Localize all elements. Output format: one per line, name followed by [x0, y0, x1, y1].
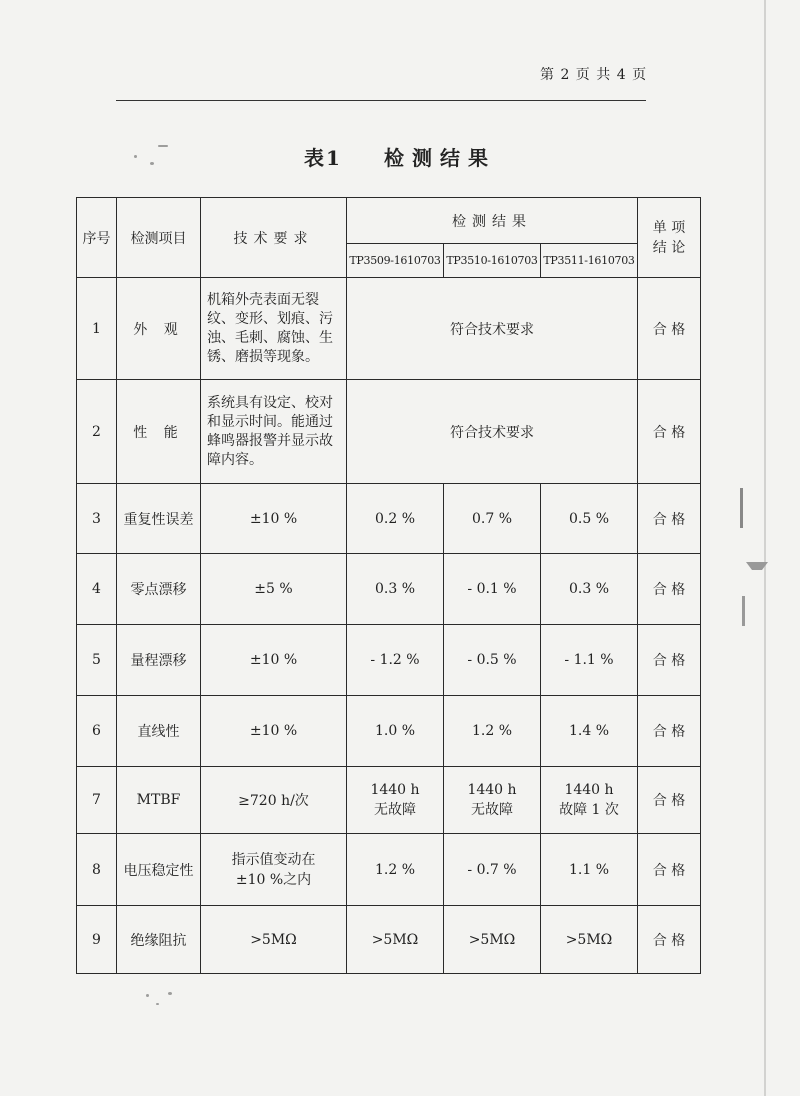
header-requirement: 技术要求 — [201, 198, 347, 278]
table-name: 检测结果 — [383, 146, 496, 170]
row-item: MTBF — [117, 767, 201, 834]
row-requirement: ≥720 h/次 — [201, 767, 347, 834]
row-merged-result: 符合技术要求 — [347, 380, 638, 484]
row-index: 9 — [77, 906, 117, 974]
row-conclusion: 合 格 — [638, 696, 701, 767]
row-conclusion: 合 格 — [638, 625, 701, 696]
row-conclusion: 合 格 — [638, 484, 701, 554]
table-row — [77, 484, 701, 554]
device-header: TP3509-1610703 — [347, 244, 444, 278]
scan-speck — [158, 145, 168, 147]
row-index: 4 — [77, 554, 117, 625]
result-line: 无故障 — [471, 802, 513, 818]
row-result — [541, 767, 638, 834]
row-conclusion: 合 格 — [638, 380, 701, 484]
row-item: 量程漂移 — [117, 625, 201, 696]
result-line: 1440 h — [564, 782, 614, 798]
requirement-line: 指示值变动在 — [231, 851, 316, 868]
row-result: - 0.7 % — [444, 834, 541, 906]
row-result: - 1.2 % — [347, 625, 444, 696]
row-requirement: 系统具有设定、校对和显示时间。能通过蜂鸣器报警并显示故障内容。 — [201, 380, 347, 484]
scan-speck — [168, 992, 172, 995]
row-item: 重复性误差 — [117, 484, 201, 554]
row-item: 性 能 — [117, 380, 201, 484]
row-result: 0.7 % — [444, 484, 541, 554]
scan-mark — [740, 488, 763, 528]
header-row — [77, 198, 701, 244]
row-result: - 0.5 % — [444, 625, 541, 696]
row-conclusion: 合 格 — [638, 834, 701, 906]
results-table — [76, 197, 701, 974]
table-row — [77, 767, 701, 834]
row-conclusion: 合 格 — [638, 554, 701, 625]
row-requirement — [201, 834, 347, 906]
row-index: 3 — [77, 484, 117, 554]
row-index: 5 — [77, 625, 117, 696]
row-requirement: ±5 % — [201, 554, 347, 625]
device-header: TP3511-1610703 — [541, 244, 638, 278]
row-requirement: ±10 % — [201, 625, 347, 696]
row-result: 0.2 % — [347, 484, 444, 554]
row-item: 零点漂移 — [117, 554, 201, 625]
row-index: 7 — [77, 767, 117, 834]
row-result: 0.3 % — [541, 554, 638, 625]
row-result: >5MΩ — [444, 906, 541, 974]
scan-speck — [134, 155, 137, 158]
row-result: 1.4 % — [541, 696, 638, 767]
header-conclusion-line1: 单 项 — [652, 219, 686, 236]
row-result: 1.0 % — [347, 696, 444, 767]
table-row — [77, 380, 701, 484]
header-results: 检测结果 — [347, 198, 638, 244]
row-result: 0.5 % — [541, 484, 638, 554]
table-row — [77, 278, 701, 380]
header-rule — [116, 100, 646, 101]
row-item: 绝缘阻抗 — [117, 906, 201, 974]
row-item: 直线性 — [117, 696, 201, 767]
row-result: - 1.1 % — [541, 625, 638, 696]
row-conclusion: 合 格 — [638, 767, 701, 834]
table-number: 表1 — [304, 146, 342, 170]
device-header: TP3510-1610703 — [444, 244, 541, 278]
scan-speck — [156, 1003, 159, 1005]
header-item: 检测项目 — [117, 198, 201, 278]
row-result: >5MΩ — [541, 906, 638, 974]
table-row — [77, 554, 701, 625]
scan-mark — [746, 562, 768, 580]
row-result: 1.2 % — [347, 834, 444, 906]
scan-speck — [150, 162, 154, 165]
table-row — [77, 625, 701, 696]
table-title — [0, 142, 800, 171]
row-result: 1.2 % — [444, 696, 541, 767]
table-row — [77, 834, 701, 906]
result-line: 无故障 — [374, 802, 416, 818]
scan-speck — [146, 994, 149, 997]
row-result: >5MΩ — [347, 906, 444, 974]
row-merged-result: 符合技术要求 — [347, 278, 638, 380]
table-row — [77, 906, 701, 974]
page-info: 第 2 页 共 4 页 — [540, 67, 648, 83]
row-result — [347, 767, 444, 834]
row-conclusion: 合 格 — [638, 906, 701, 974]
scan-mark — [742, 596, 763, 626]
row-requirement: ±10 % — [201, 696, 347, 767]
row-index: 1 — [77, 278, 117, 380]
requirement-line: ±10 %之内 — [235, 871, 312, 888]
row-requirement: 机箱外壳表面无裂纹、变形、划痕、污浊、毛刺、腐蚀、生锈、磨损等现象。 — [201, 278, 347, 380]
row-result — [444, 767, 541, 834]
result-line: 1440 h — [370, 782, 420, 798]
row-requirement: >5MΩ — [201, 906, 347, 974]
row-result: 0.3 % — [347, 554, 444, 625]
header-index: 序号 — [77, 198, 117, 278]
row-requirement: ±10 % — [201, 484, 347, 554]
row-index: 2 — [77, 380, 117, 484]
row-item: 外 观 — [117, 278, 201, 380]
result-line: 1440 h — [467, 782, 517, 798]
header-conclusion-line2: 结 论 — [652, 239, 686, 256]
result-line: 故障 1 次 — [559, 802, 619, 818]
row-index: 8 — [77, 834, 117, 906]
table-row — [77, 696, 701, 767]
row-result: - 0.1 % — [444, 554, 541, 625]
row-conclusion: 合 格 — [638, 278, 701, 380]
row-item: 电压稳定性 — [117, 834, 201, 906]
header-conclusion — [638, 198, 701, 278]
row-result: 1.1 % — [541, 834, 638, 906]
row-index: 6 — [77, 696, 117, 767]
